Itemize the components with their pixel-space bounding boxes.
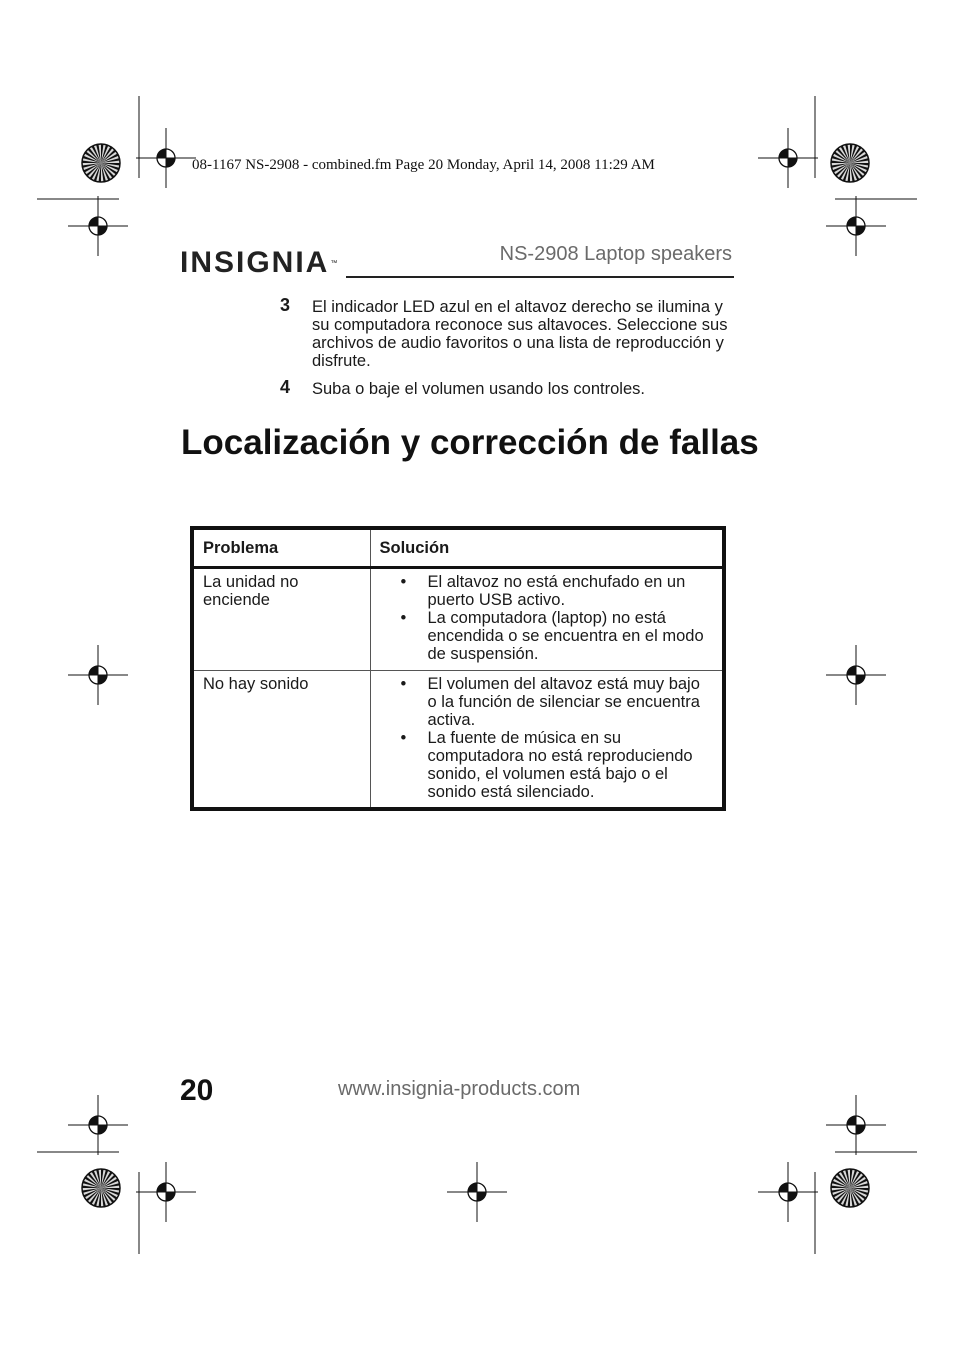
registration-target-icon xyxy=(826,1095,886,1155)
starburst-mark-icon xyxy=(831,144,869,182)
page-number: 20 xyxy=(180,1074,214,1107)
registration-target-icon xyxy=(758,128,818,188)
table-header-row xyxy=(192,528,724,568)
section-heading: Localización y corrección de fallas xyxy=(181,423,759,462)
starburst-mark-icon xyxy=(831,1169,869,1207)
registration-target-icon xyxy=(136,128,196,188)
step-3 xyxy=(280,295,730,374)
registration-target-icon xyxy=(68,1095,128,1155)
solution-cell xyxy=(370,671,724,810)
registration-target-icon xyxy=(826,196,886,256)
registration-target-icon xyxy=(447,1162,507,1222)
starburst-mark-icon xyxy=(82,1169,120,1207)
registration-target-icon xyxy=(826,645,886,705)
header-title: NS-2908 Laptop speakers xyxy=(499,243,732,265)
solution-cell xyxy=(370,568,724,671)
column-header-problem: Problema xyxy=(192,528,370,568)
solution-item: • El altavoz no está enchufado en un puerto USB activo. xyxy=(380,573,714,609)
starburst-mark-icon xyxy=(82,144,120,182)
print-slug: 08-1167 NS-2908 - combined.fm Page 20 Monday, April 14, 2008 11:29 AM xyxy=(192,157,655,173)
step-text: El indicador LED azul en el altavoz derecho se ilumina y su computadora reconoce sus altavoces. Seleccione sus archivos de audio favoritos o una lista de reproducción y disfrute. xyxy=(312,298,728,370)
step-4 xyxy=(280,377,730,400)
registration-target-icon xyxy=(68,645,128,705)
step-text: Suba o baje el volumen usando los controles. xyxy=(312,380,645,398)
header-rule xyxy=(346,276,734,278)
problem-cell: La unidad no enciende xyxy=(192,568,370,671)
insignia-logo xyxy=(180,244,337,282)
registration-target-icon xyxy=(758,1162,818,1222)
column-header-solution: Solución xyxy=(370,528,724,568)
table-row xyxy=(192,671,724,810)
footer-url: www.insignia-products.com xyxy=(338,1078,581,1100)
registration-target-icon xyxy=(68,196,128,256)
table-row xyxy=(192,568,724,671)
problem-cell: No hay sonido xyxy=(192,671,370,810)
troubleshooting-table xyxy=(190,526,726,811)
solution-item: • El volumen del altavoz está muy bajo o la función de silenciar se encuentra activa. xyxy=(380,675,714,729)
registration-target-icon xyxy=(136,1162,196,1222)
logo-text: INSIGNIA xyxy=(180,246,330,279)
logo-trademark: ™ xyxy=(330,259,338,267)
step-number: 4 xyxy=(280,377,291,397)
solution-item: • La computadora (laptop) no está encendida o se encuentra en el modo de suspensión. xyxy=(380,609,714,663)
solution-item: • La fuente de música en su computadora no está reproduciendo sonido, el volumen está bajo o el sonido está silenciado. xyxy=(380,729,714,801)
step-number: 3 xyxy=(280,295,291,315)
